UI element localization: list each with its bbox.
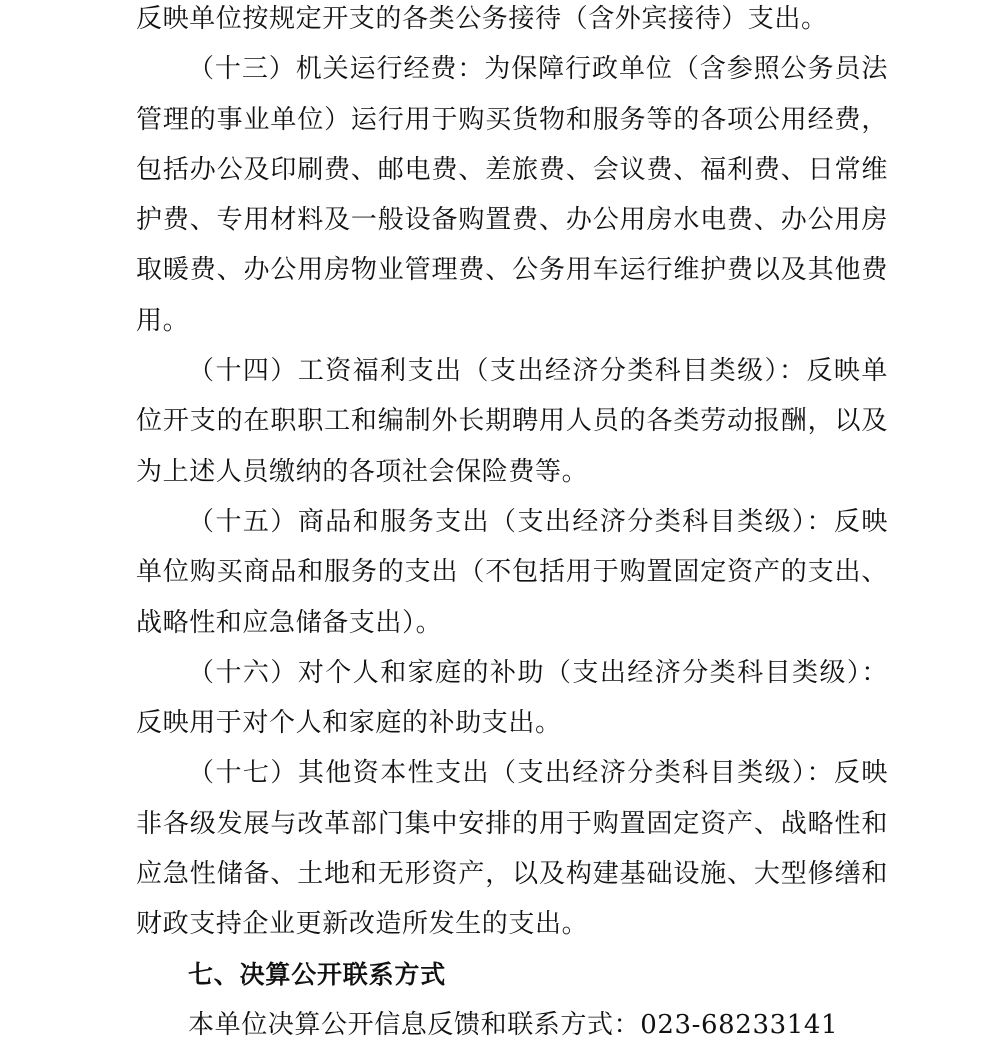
paragraph-wages-benefits [136, 346, 888, 497]
contact-label: 本单位决算公开信息反馈和联系方式： [188, 1009, 641, 1040]
term-label: （十七）其他资本性支出（支出经济分类科目类级）： [188, 758, 834, 789]
paragraph-text: 反映单位按规定开支的各类公务接待（含外宾接待）支出。 [136, 4, 828, 34]
paragraph-official-reception-tail [136, 0, 888, 44]
section-heading-contact: 七、决算公开联系方式 [188, 959, 447, 989]
paragraph-agency-operating-expenses [136, 44, 888, 346]
paragraph-text: 反映单位开支的在职职工和编制外长期聘用人员的各类劳动报酬，以及为上述人员缴纳的各项社会保险费等。 [136, 356, 888, 487]
term-label: （十四）工资福利支出（支出经济分类科目类级）： [188, 356, 807, 387]
contact-phone: 023-68233141 [640, 1009, 839, 1040]
contact-line [136, 1000, 888, 1050]
paragraph-text: 反映非各级发展与改革部门集中安排的用于购置固定资产、战略性和应急性储备、土地和无形资产，以及构建基础设施、大型修缮和财政支持企业更新改造所发生的支出。 [136, 758, 888, 940]
document-page [136, 0, 888, 1050]
paragraph-text: 为保障行政单位（含参照公务员法管理的事业单位）运行用于购买货物和服务等的各项公用经费，包括办公及印刷费、邮电费、差旅费、会议费、福利费、日常维护费、专用材料及一般设备购置费、办公用房水电费、办公用房取暖费、办公用房物业管理费、公务用车运行维护费以及其他费用。 [136, 54, 888, 336]
paragraph-text: 反映单位购买商品和服务的支出（不包括用于购置固定资产的支出、战略性和应急储备支出）。 [136, 506, 888, 638]
paragraph-goods-services [136, 497, 888, 648]
paragraph-text: 反映用于对个人和家庭的补助支出。 [136, 708, 562, 739]
paragraph-other-capital [136, 748, 888, 949]
term-label: （十六）对个人和家庭的补助（支出经济分类科目类级）： [188, 657, 888, 688]
paragraph-household-subsidies [136, 648, 888, 749]
term-label: （十三）机关运行经费： [188, 54, 485, 85]
term-label: （十五）商品和服务支出（支出经济分类科目类级）： [188, 506, 834, 537]
